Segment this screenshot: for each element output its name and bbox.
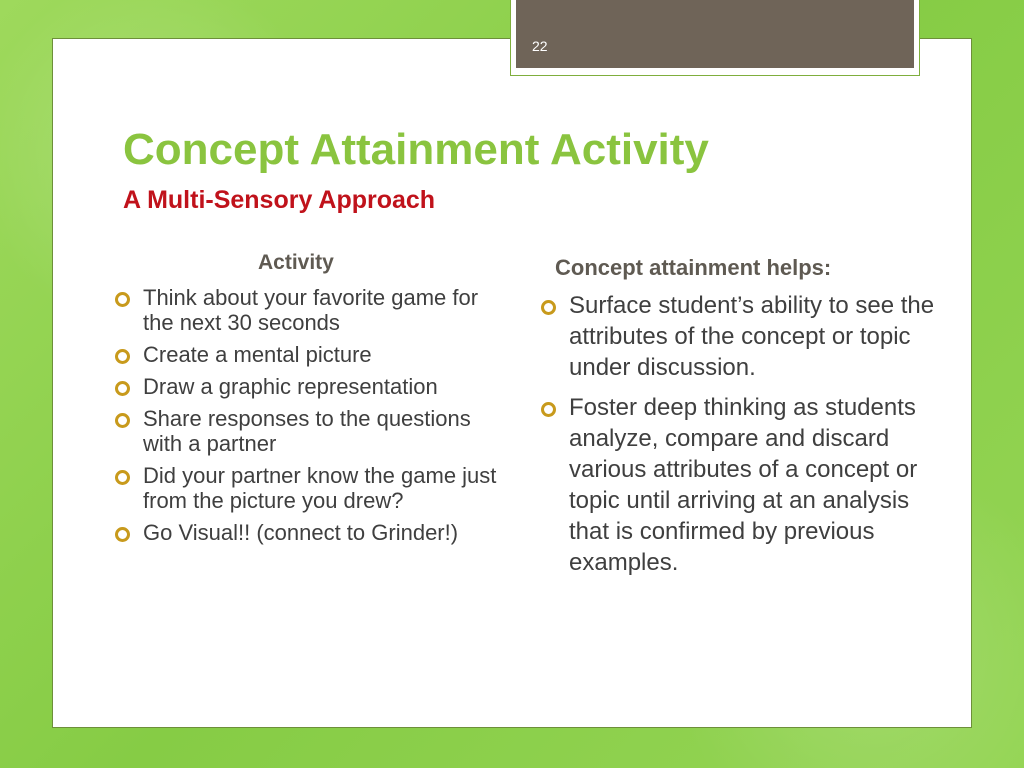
list-item-text: Go Visual!! (connect to Grinder!) bbox=[143, 520, 459, 545]
slide-number: 22 bbox=[532, 38, 548, 54]
ring-bullet-icon bbox=[115, 413, 130, 428]
ring-bullet-icon bbox=[115, 349, 130, 364]
concept-attainment-list bbox=[541, 290, 941, 587]
ring-bullet-icon bbox=[115, 292, 130, 307]
ring-bullet-icon bbox=[115, 470, 130, 485]
list-item bbox=[115, 285, 505, 335]
list-item bbox=[115, 463, 505, 513]
list-item-text: Surface student’s ability to see the attributes of the concept or topic under discussion. bbox=[569, 292, 935, 381]
list-item bbox=[541, 392, 941, 578]
slide-subtitle: A Multi-Sensory Approach bbox=[123, 186, 436, 214]
list-item bbox=[115, 406, 505, 456]
list-item bbox=[541, 290, 941, 383]
list-item-text: Foster deep thinking as students analyze, compare and discard various attributes of a concept or topic until arriving at an analysis that is confirmed by previous examples. bbox=[569, 394, 918, 576]
list-item bbox=[115, 342, 505, 367]
slide-number-tab bbox=[516, 0, 914, 68]
list-item-text: Think about your favorite game for the next 30 seconds bbox=[143, 285, 479, 335]
ring-bullet-icon bbox=[115, 527, 130, 542]
list-item bbox=[115, 520, 505, 545]
list-item-text: Did your partner know the game just from the picture you drew? bbox=[143, 463, 497, 513]
list-item-text: Share responses to the questions with a partner bbox=[143, 406, 471, 456]
list-item bbox=[115, 374, 505, 399]
ring-bullet-icon bbox=[115, 381, 130, 396]
activity-heading: Activity bbox=[258, 251, 334, 274]
list-item-text: Draw a graphic representation bbox=[143, 374, 438, 399]
concept-attainment-heading: Concept attainment helps: bbox=[555, 255, 832, 280]
activity-list bbox=[115, 285, 505, 552]
list-item-text: Create a mental picture bbox=[143, 342, 372, 367]
ring-bullet-icon bbox=[541, 300, 556, 315]
slide-title: Concept Attainment Activity bbox=[123, 125, 709, 174]
ring-bullet-icon bbox=[541, 402, 556, 417]
